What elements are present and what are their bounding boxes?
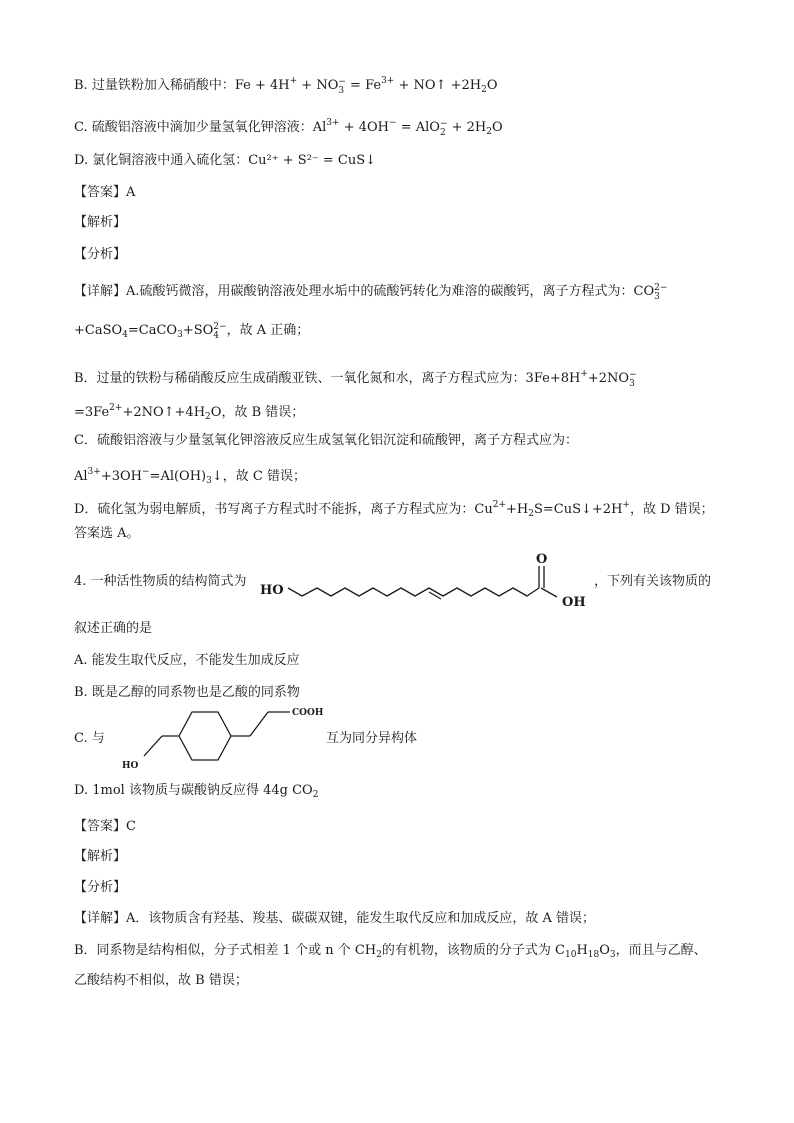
mol2-ho-label: HO (122, 761, 139, 771)
mol1-o-label: O (536, 552, 548, 567)
q4-stem-part3: 叙述正确的是 (74, 621, 153, 636)
option-d (74, 152, 376, 170)
detail-a-line2: +CaSO$_4$=CaCO$_3$+SO 2− 4 ，故 A 正确； (74, 322, 310, 341)
q4-jiexi-label: 【解析】 (74, 849, 127, 864)
detail-c-line2: $Al^{3+}+3OH^-=Al(OH)_3↓$，故 C 错误； (74, 467, 306, 486)
detail-c-line1: C．硫酸铝溶液与少量氢氧化钾溶液反应生成氢氧化铝沉淀和硫酸钾，离子方程式应为： (74, 433, 578, 448)
mol1-oh-label: OH (562, 595, 586, 610)
jiexi-label: 【解析】 (74, 215, 127, 230)
molecule-structure-1 (255, 548, 595, 614)
q4-detail-b-line1: B．同系物是结构相似，分子式相差 1 个或 n 个 $CH_2$的有机物，该物质的分子式为 $C_{10}H_{18}O_3$，而且与乙醇、 (74, 943, 707, 960)
q4-detail-b-line2: 乙酸结构不相似，故 B 错误； (74, 973, 248, 988)
q4-option-b: B. 既是乙醇的同系物也是乙酸的同系物 (74, 685, 300, 700)
option-b-equation: Fe + 4H+ + NO − 3 = $Fe^{3+}$ + NO↑ $+2H_2O$ (234, 76, 498, 96)
molecule-structure-2 (118, 700, 328, 782)
option-c (74, 114, 503, 141)
q4-stem-part2: ，下列有关该物质的 (594, 574, 712, 589)
q4-option-d: D. 1mol 该物质与碳酸钠反应得 44g $CO_2$ (74, 783, 319, 800)
detail-d-line1: D．硫化氢为弱电解质，书写离子方程式时不能拆，离子方程式应为：$Cu^{2+}+H_2S=CuS↓+2H^+$，故 D 错误； (74, 500, 714, 519)
q4-option-c-part1: C. 与 (74, 731, 105, 746)
mol2-cooh-label: COOH (292, 708, 324, 718)
answer-label: 【答案】 (74, 185, 127, 200)
answer-value: A (126, 185, 136, 200)
q4-answer-value: C (126, 819, 136, 834)
option-b (74, 72, 497, 99)
fenxi-label: 【分析】 (74, 247, 127, 262)
q4-option-c-part2: 互为同分异构体 (326, 731, 418, 746)
detail-label: 【详解】 (74, 284, 127, 299)
option-c-text: C. 硫酸铝溶液中滴加少量氢氧化钾溶液： (74, 120, 313, 135)
q4-detail-a: 【详解】A．该物质含有羟基、羧基、碳碳双键，能发生取代反应和加成反应，故 A 错误； (74, 911, 596, 926)
answer-line (74, 184, 135, 202)
q4-stem-part1: 4. 一种活性物质的结构简式为 (74, 574, 247, 589)
detail-a-line1: 【详解】A.硫酸钙微溶，用碳酸钠溶液处理水垢中的硫酸钙转化为难溶的碳酸钙，离子方程式为：CO 2− 3 (74, 283, 668, 302)
option-d-equation: Cu²⁺ + S²⁻ = CuS↓ (248, 153, 377, 168)
q4-fenxi-label: 【分析】 (74, 880, 127, 895)
option-d-text: D. 氯化铜溶液中通入硫化氢： (74, 153, 249, 168)
detail-end: 答案选 A。 (74, 526, 140, 541)
option-c-equation: $Al^{3+} + 4OH^-$ = AlO − 2 + $2H_2O$ (312, 118, 503, 138)
mol1-ho-label: HO (260, 583, 284, 598)
q4-option-a: A. 能发生取代反应，不能发生加成反应 (74, 653, 300, 668)
detail-b-line1: B．过量的铁粉与稀硝酸反应生成硝酸亚铁、一氧化氮和水，离子方程式应为：3Fe+8H++2NO − 3 (74, 369, 637, 389)
q4-answer-label: 【答案】 (74, 819, 127, 834)
option-b-text: B. 过量铁粉加入稀硝酸中： (74, 78, 235, 93)
q4-detail-label: 【详解】 (74, 911, 127, 926)
detail-b-line2: $=3Fe^{2+}+2NO↑+4H_2O$，故 B 错误； (74, 403, 305, 422)
q4-answer-line (74, 818, 136, 836)
